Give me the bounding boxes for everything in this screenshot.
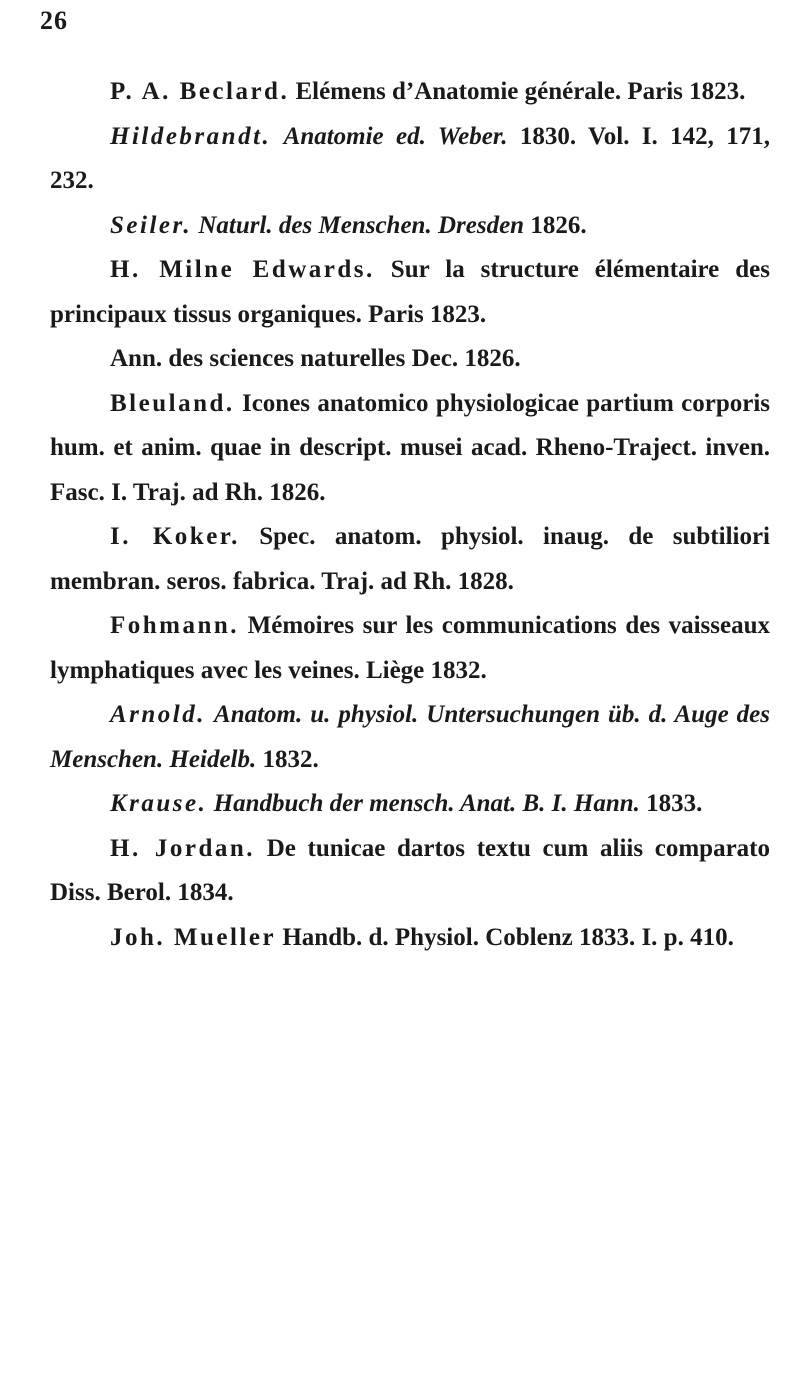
entry-title: Anatomie ed. Weber. [283,122,508,150]
bibliography-entry [50,204,770,249]
entry-author: Arnold. [110,701,207,728]
entry-title: Spec. anatom. physiol. inaug. de subtiliori membran. seros. fabrica. [50,523,771,595]
entry-title: Icones anatomico physiologicae partium corporis hum. et anim. quae in descript. musei acad. Rheno-Traject. inven. Fasc. I. [50,389,770,506]
entry-publication: 1832. [262,745,319,773]
bibliography-entry [50,515,770,604]
bibliography-entry [50,693,770,782]
entry-title: Anatom. u. physiol. Untersuchungen üb. d. Auge des Menschen. Heidelb. [50,701,771,773]
entry-author: H. Milne Edwards. [110,256,375,283]
entry-author: Joh. Mueller [110,923,277,951]
entry-author: Hildebrandt. [110,122,272,150]
bibliography-entry [50,115,770,204]
entry-publication: 1833. [646,790,703,817]
bibliography-entry [50,827,770,916]
entry-publication: Paris 1823. [368,300,487,328]
entry-title: De tunicae dartos textu cum aliis comparato Diss. [50,834,770,906]
entry-author: Bleuland. [110,389,235,417]
bibliography-entry [50,248,770,337]
entry-author: Fohmann. [110,612,240,639]
entry-author: Krause. [110,790,208,817]
entry-author: P. A. Beclard. [110,78,290,105]
bibliography-entry [50,70,770,115]
entry-title: Handbuch der mensch. Anat. B. I. Hann. [213,790,640,817]
entry-publication: Traj. ad Rh. 1826. [132,478,326,506]
bibliography-entry [50,337,770,382]
entry-title: Mémoires sur les communications des vaisseaux lymphatiques avec les veines. [50,612,770,684]
bibliography-entry [50,916,770,961]
entry-publication: Berol. 1834. [106,879,234,906]
entry-author: I. Koker. [110,523,240,550]
page-number: 26 [40,6,68,35]
entry-title: Ann. des sciences naturelles Dec. 1826. [110,345,521,372]
bibliography-entry [50,782,770,827]
entry-title: Naturl. des Menschen. Dresden [198,211,525,239]
entry-publication: Paris 1823. [627,78,746,105]
entry-publication: 1826. [530,211,587,239]
entry-publication: Traj. ad Rh. 1828. [321,567,514,595]
entry-author: Seiler. [110,211,193,239]
entry-title: Sur la structure élémentaire des principaux tissus organiques. [50,256,771,328]
entry-title: Elémens d’Anatomie générale. [295,78,622,105]
entry-publication: Coblenz 1833. I. p. 410. [485,923,734,951]
entry-publication: 1830. Vol. I. 142, 171, 232. [50,122,771,194]
entry-title: Handb. d. Physiol. [282,923,479,951]
bibliography-list [50,70,770,960]
bibliography-entry [50,382,770,516]
entry-author: H. Jordan. [110,834,256,862]
entry-publication: Liège 1832. [365,656,487,684]
bibliography-entry [50,604,770,693]
